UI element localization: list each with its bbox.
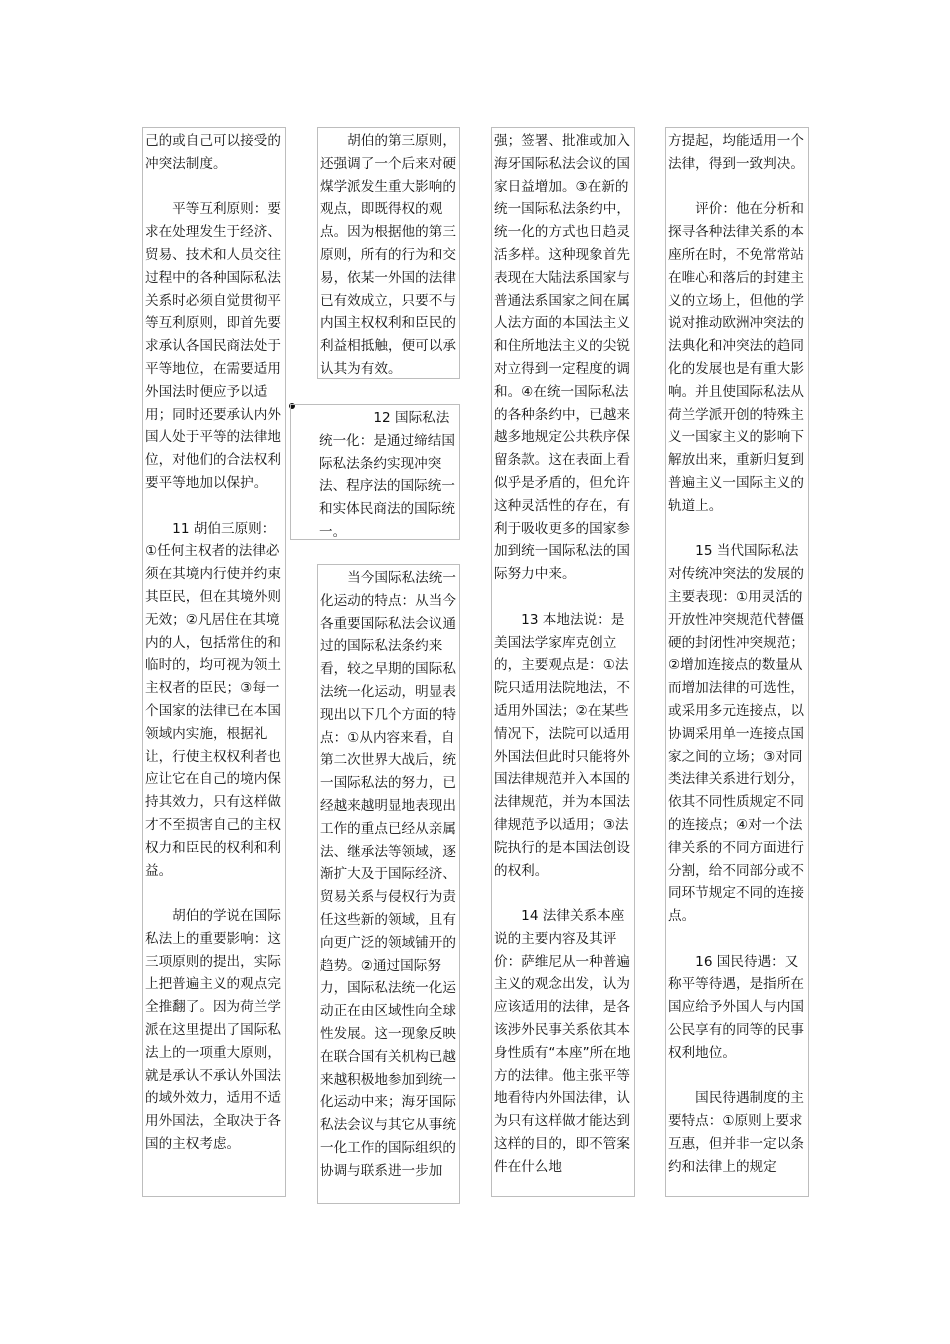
text-column-3	[491, 127, 635, 1197]
paragraph: 评价：他在分析和探寻各种法律关系的本座所在时，不免常常站在唯心和落后的封建主义的立场上，但他的学说对推动欧洲冲突法的法典化和冲突法的趋同化的发展也是有重大影响。并且使国际私法从荷兰学派开创的特殊主义一国家主义的影响下解放出来，重新归复到普遍主义一国际主义的轨道上。	[668, 201, 804, 514]
text-column-4	[665, 127, 809, 1197]
text-block-third-principle	[317, 127, 460, 379]
paragraph-spacer	[494, 586, 632, 609]
paragraph: 15 当代国际私法对传统冲突法的发展的主要表现：①用灵活的开放性冲突规范代替僵硬的封闭性冲突规范；②增加连接点的数量从而增加法律的可选性，或采用多元连接点，以协调采用单一连接点国家之间的立场；③对同类法律关系进行划分，依其不同性质规定不同的连接点；④对一个法律关系的不同方面进行分割，给不同部分或不同环节规定不同的连接点。	[668, 543, 804, 925]
text-block-unification	[290, 404, 460, 540]
paragraph: 13 本地法说：是美国法学家库克创立的，主要观点是：①法院只适用法院地法，不适用外国法；②在某些情况下，法院可以适用外国法但此时只能将外国法律规范并入本国的法律规范，并为本国法律规范予以适用；③法院执行的是本国法创设的权利。	[494, 611, 630, 879]
paragraph: 强；签署、批准或加入海牙国际私法会议的国家日益增加。③在新的统一国际私法条约中，统一化的方式也日趋灵活多样。这种现象首先表现在大陆法系国家与普通法系国家之间在属人法方面的本国法主义和住所地法主义的尖锐对立得到一定程度的调和。④在统一国际私法的各种条约中，已越来越多地规定公共秩序保留条款。这在表面上看似乎是矛盾的，但允许这种灵活性的存在，有利于吸收更多的国家参加到统一国际私法的国际努力中来。	[494, 133, 630, 583]
paragraph: 当今国际私法统一化运动的特点：从当今各重要国际私法会议通过的国际私法条约来看，较之早期的国际私法统一化运动，明显表现出以下几个方面的特点：①从内容来看，自第二次世界大战后，统一国际私法的努力，已经越来越明显地表现出工作的重点已经从亲属法、继承法等领域，逐渐扩大及于国际经济、贸易关系与侵权行为责任这些新的领域，且有向更广泛的领域铺开的趋势。②通过国际努力，国际私法统一化运动正在由区域性向全球性发展。这一现象反映在联合国有关机构已越来越积极地参加到统一化运动中来；海牙国际私法会议与其它从事统一化工作的国际组织的协调与联系进一步加	[320, 570, 456, 1179]
paragraph: 国民待遇制度的主要特点：①原则上要求互惠，但并非一定以条约和法律上的规定	[668, 1090, 804, 1175]
paragraph: 平等互利原则：要求在处理发生于经济、贸易、技术和人员交往过程中的各种国际私法关系时必须自觉贯彻平等互利原则，即首先要求承认各国民商法处于平等地位，在需要适用外国法时便应予以适用；同时还要承认内外国人处于平等的法律地位，对他们的合法权利要平等地加以保护。	[145, 201, 281, 491]
paragraph-spacer	[668, 928, 806, 951]
paragraph: 12 国际私法统一化：是通过缔结国际私法条约实现冲突法、程序法的国际统一和实体民商法的国际统一。	[319, 410, 455, 540]
paragraph: 己的或自己可以接受的冲突法制度。	[145, 133, 281, 172]
paragraph: 14 法律关系本座说的主要内容及其评价：萨维尼从一种普遍主义的观念出发，认为应该适用的法律，是各该涉外民事关系依其本身性质有“本座”所在地方的法律。他主张平等地看待内外国法律，认为只有这样做才能达到这样的目的，即不管案件在什么地	[494, 908, 631, 1175]
paragraph: 胡伯的第三原则，还强调了一个后来对硬煤学派发生重大影响的观点，即既得权的观点。因为根据他的第三原则，所有的行为和交易，依某一外国的法律已有效成立，只要不与内国主权权利和臣民的利益相抵触，便可以承认其为有效。	[320, 133, 456, 377]
paragraph-spacer	[668, 176, 806, 199]
paragraph-spacer	[668, 1065, 806, 1088]
paragraph: 胡伯的学说在国际私法上的重要影响：这三项原则的提出，实际上把普遍主义的观点完全推翻了。因为荷兰学派在这里提出了国际私法上的一项重大原则，就是承认不承认外国法的域外效力，适用不适用外国法，全取决于各国的主权考虑。	[145, 908, 281, 1153]
text-column-1	[142, 127, 286, 1197]
paragraph-spacer	[494, 882, 632, 905]
paragraph-spacer	[145, 495, 283, 518]
paragraph: 11 胡伯三原则：①任何主权者的法律必须在其境内行使并约束其臣民，但在其境外则无效；②凡居住在其境内的人，包括常住的和临时的，均可视为领土主权者的臣民；③每一个国家的法律已在本国领域内实施，根据礼让，行使主权权利者也应让它在自己的境内保持其效力，只有这样做才不至损害自己的主权权力和臣民的权利和利益。	[145, 520, 281, 879]
paragraph-spacer	[145, 176, 283, 199]
paragraph: 16 国民待遇：又称平等待遇，是指所在国应给予外国人与内国公民享有的同等的民事权利地位。	[668, 953, 804, 1061]
text-block-features	[317, 564, 460, 1204]
paragraph-spacer	[145, 882, 283, 905]
paragraph-spacer	[668, 518, 806, 541]
paragraph: 方提起，均能适用一个法律，得到一致判决。	[668, 133, 804, 172]
